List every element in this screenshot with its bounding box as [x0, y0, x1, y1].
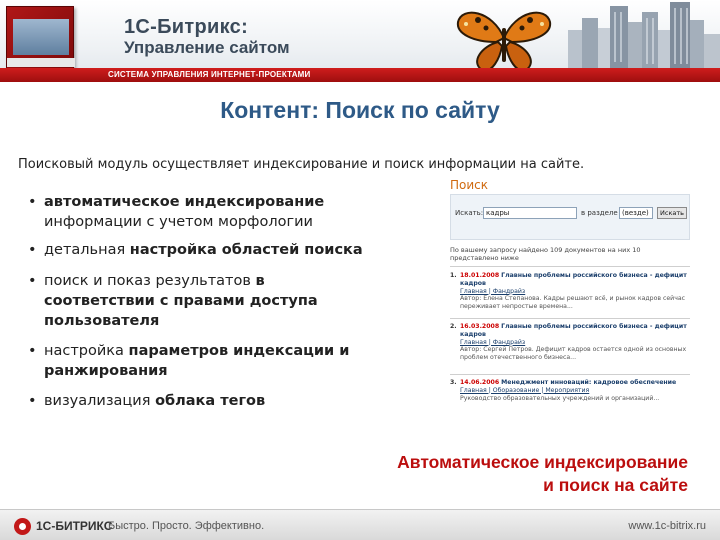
- bullet-text: настройка: [44, 343, 129, 359]
- result-title[interactable]: Главные проблемы российского бизнеса - дефицит кадров: [460, 323, 687, 338]
- brand-name: 1С-Битрикс:: [124, 16, 249, 38]
- result-links[interactable]: Главная | Оборазование | Мероприятия: [460, 386, 590, 394]
- bullet-item: • визуализация облака тегов: [28, 393, 266, 409]
- slide-title: Контент: Поиск по сайту: [220, 97, 500, 123]
- brand-product: Управление сайтом: [124, 38, 290, 57]
- search-input[interactable]: кадры: [483, 207, 577, 219]
- bullet-text: информации с учетом морфологии: [44, 214, 313, 230]
- footer-url[interactable]: www.1c-bitrix.ru: [628, 520, 706, 532]
- caption-line: и поиск на сайте: [543, 475, 688, 495]
- bullet-bold: параметров индексации и: [128, 343, 350, 359]
- result-title[interactable]: Менеджмент инноваций: кадровое обеспечение: [501, 379, 677, 386]
- result-title[interactable]: Главные проблемы российского бизнеса - дефицит кадров: [460, 272, 687, 287]
- intro-text: Поисковый модуль осуществляет индексирование и поиск информации на сайте.: [18, 157, 585, 172]
- result-links[interactable]: Главная | Фандрайз: [460, 338, 526, 346]
- header-red-bar: [0, 68, 720, 82]
- bullet-item: • настройка параметров индексации и ранжирования: [28, 343, 350, 379]
- bitrix-logo-icon: [14, 518, 31, 535]
- result-snippet: Автор: Сергей Петров. Дефицит кадров остается одной из основных проблем отечественного бизнеса...: [460, 346, 687, 362]
- result-date: 14.06.2006: [460, 379, 500, 386]
- result-date: 16.03.2008: [460, 323, 500, 330]
- bullet-text: визуализация: [44, 393, 156, 409]
- bullet-bold: пользователя: [44, 313, 160, 329]
- bullet-bold: соответствии с правами доступа: [44, 293, 318, 309]
- result-links[interactable]: Главная | Фандрайз: [460, 287, 526, 295]
- bullet-bold: автоматическое индексирование: [44, 194, 325, 210]
- result-snippet: Автор: Елена Степанова. Кадры решают всё, и рынок кадров сейчас переживает непростые времена...: [460, 295, 686, 311]
- result-snippet: Руководство образовательных учреждений и организаций...: [460, 394, 660, 402]
- bullet-bold: облака тегов: [155, 393, 266, 409]
- footer: [0, 509, 720, 540]
- bullet-bold: настройка областей поиска: [129, 242, 363, 258]
- footer-slogan: Быстро. Просто. Эффективно.: [108, 520, 265, 532]
- search-label: Искать:: [455, 209, 484, 217]
- search-summary: По вашему запросу найдено 109 документов на них 10 представлено ниже: [450, 246, 641, 262]
- bullet-bold: в: [255, 273, 265, 289]
- header-banner: [0, 0, 720, 82]
- search-panel-title: Поиск: [450, 178, 489, 192]
- search-panel-screenshot: Поиск Искать: кадры в разделе (везде) Искать По вашему запросу найдено 109 документов на них 10 представлено ниже 1. 18.01.2008 Главные проблемы российского бизнеса - дефицит кадров Главная | Фандрайз Автор: Елена Степанова. Кадры решают всё, и рынок кадров сейчас переживает непростые времена... 2. 16.03.2008 Главные проблемы российского бизнеса - дефицит кадров Главная | Фандрайз Автор: Сергей Петров. Дефицит кадров остается одной из основных проблем отечественного бизнеса... 3. 14.06.2006 Менеджмент инноваций: кадровое обеспечение Главная | Оборазование | Мероприятия Руководство образовательных учреждений и организаций...: [450, 178, 690, 436]
- caption-line: Автоматическое индексирование: [397, 452, 688, 472]
- search-form: [450, 194, 690, 240]
- scope-label: в разделе: [581, 209, 618, 217]
- bullet-text: поиск и показ результатов: [44, 273, 256, 289]
- butterfly-icon: [452, 4, 556, 76]
- city-skyline-image: [568, 0, 720, 68]
- header-subtitle: СИСТЕМА УПРАВЛЕНИЯ ИНТЕРНЕТ-ПРОЕКТАМИ: [108, 70, 311, 79]
- result-date: 18.01.2008: [460, 272, 500, 279]
- product-box-image: [6, 6, 74, 76]
- bullet-item: • автоматическое индексирование информации с учетом морфологии: [28, 194, 325, 230]
- bullet-text: детальная: [44, 242, 130, 258]
- footer-brand: 1С-БИТРИКС: [36, 519, 113, 533]
- bullet-item: • детальная настройка областей поиска: [28, 242, 363, 258]
- caption: [397, 451, 688, 497]
- bullet-item: • поиск и показ результатов в соответствии с правами доступа пользователя: [28, 273, 318, 329]
- search-button[interactable]: Искать: [657, 207, 687, 219]
- bullet-bold: ранжирования: [44, 363, 168, 379]
- scope-select[interactable]: (везде): [619, 207, 653, 219]
